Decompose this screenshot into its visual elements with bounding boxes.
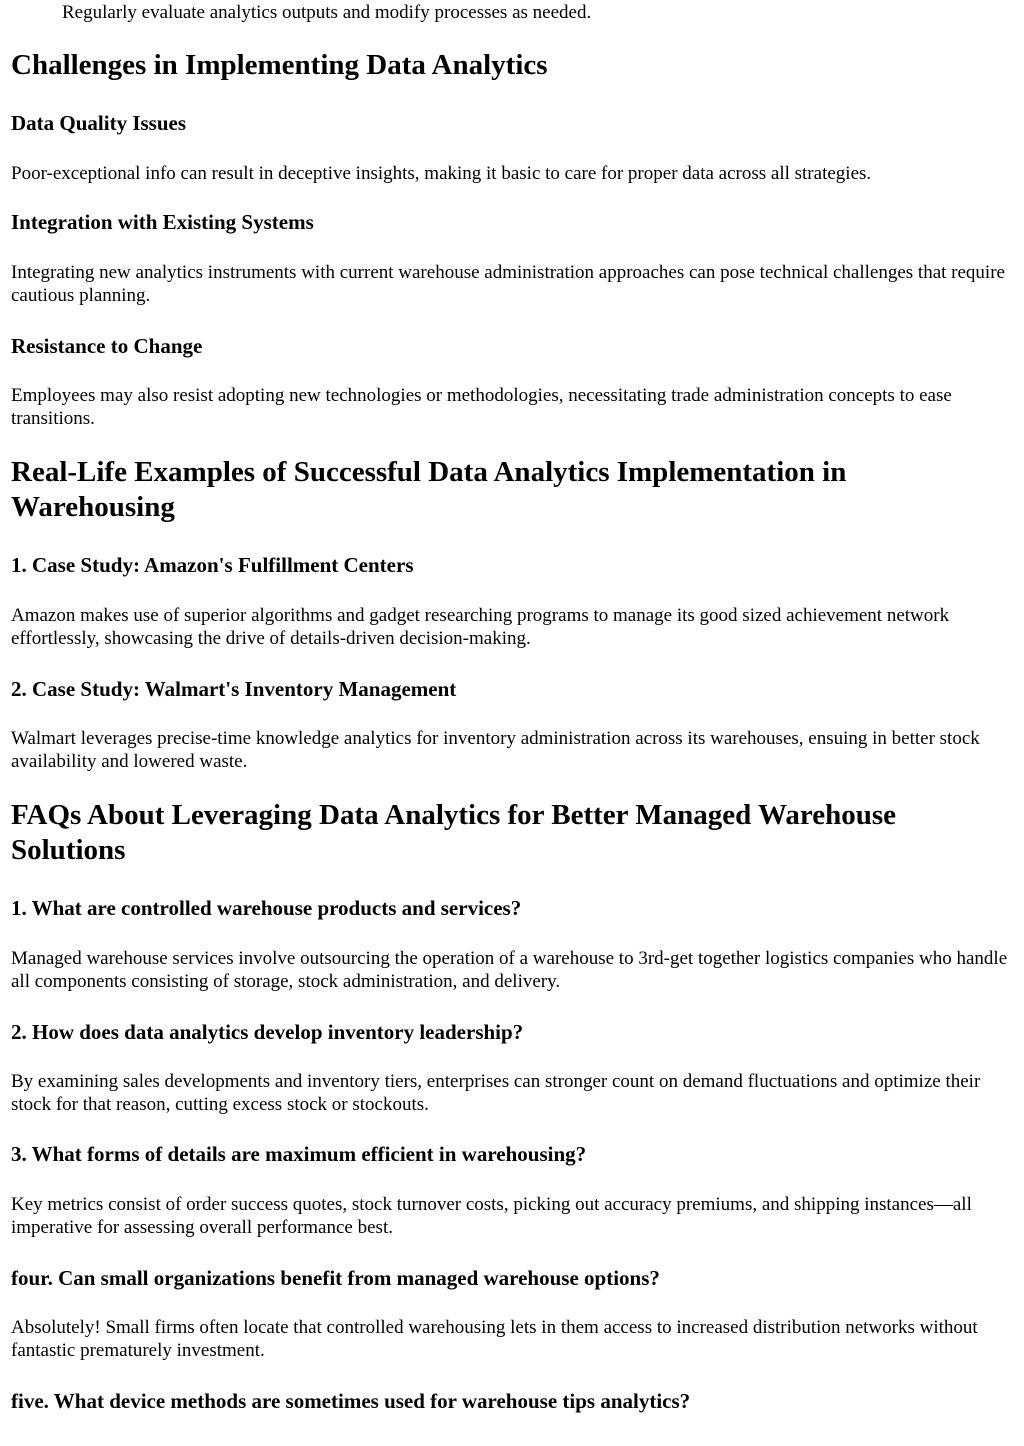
faq-answer: Key metrics consist of order success quotes, stock turnover costs, picking out accuracy premiums, and shipping instances—all imperative for assessing overall performance best. (11, 1194, 972, 1238)
faq-answer: Absolutely! Small firms often locate that controlled warehousing lets in them access to increased distribution networks without fantastic prematurely investment. (11, 1317, 978, 1361)
faq-answer: By examining sales developments and inventory tiers, enterprises can stronger count on demand fluctuations and optimize their stock for that reason, cutting excess stock or stockouts. (11, 1071, 981, 1115)
item-body: Poor-exceptional info can result in deceptive insights, making it basic to care for proper data across all strategies. (11, 163, 872, 184)
item-title: 1. Case Study: Amazon's Fulfillment Centers (11, 553, 414, 577)
item-title: Data Quality Issues (11, 111, 187, 135)
faq-question: four. Can small organizations benefit from managed warehouse options? (11, 1266, 660, 1290)
faq-question: 3. What forms of details are maximum efficient in warehousing? (11, 1142, 587, 1166)
item-body: Amazon makes use of superior algorithms and gadget researching programs to manage its good sized achievement network effortlessly, showcasing the drive of details-driven decision-making. (11, 605, 950, 649)
item-body: Employees may also resist adopting new technologies or methodologies, necessitating trade administration concepts to ease transitions. (11, 385, 952, 429)
item-body: Integrating new analytics instruments with current warehouse administration approaches can pose technical challenges that require cautious planning. (11, 262, 1005, 306)
faq-question: 1. What are controlled warehouse products and services? (11, 896, 522, 920)
section-heading-faqs: FAQs About Leveraging Data Analytics for Better Managed Warehouse Solutions (11, 799, 897, 866)
item-title: 2. Case Study: Walmart's Inventory Management (11, 677, 457, 701)
item-title: Resistance to Change (11, 334, 203, 358)
section-heading-real-life-examples: Real-Life Examples of Successful Data Analytics Implementation in Warehousing (11, 456, 847, 523)
faq-answer: Managed warehouse services involve outsourcing the operation of a warehouse to 3rd-get together logistics companies who handle all components consisting of storage, stock administration, and delivery. (11, 948, 1008, 992)
faq-question: 2. How does data analytics develop inventory leadership? (11, 1020, 524, 1044)
section-heading-challenges: Challenges in Implementing Data Analytics (11, 49, 548, 81)
item-body: Walmart leverages precise-time knowledge analytics for inventory administration across its warehouses, ensuing in better stock availability and lowered waste. (11, 728, 980, 772)
faq-question: five. What device methods are sometimes used for warehouse tips analytics? (11, 1389, 691, 1413)
lead-paragraph: Regularly evaluate analytics outputs and modify processes as needed. (62, 2, 592, 23)
item-title: Integration with Existing Systems (11, 210, 314, 234)
